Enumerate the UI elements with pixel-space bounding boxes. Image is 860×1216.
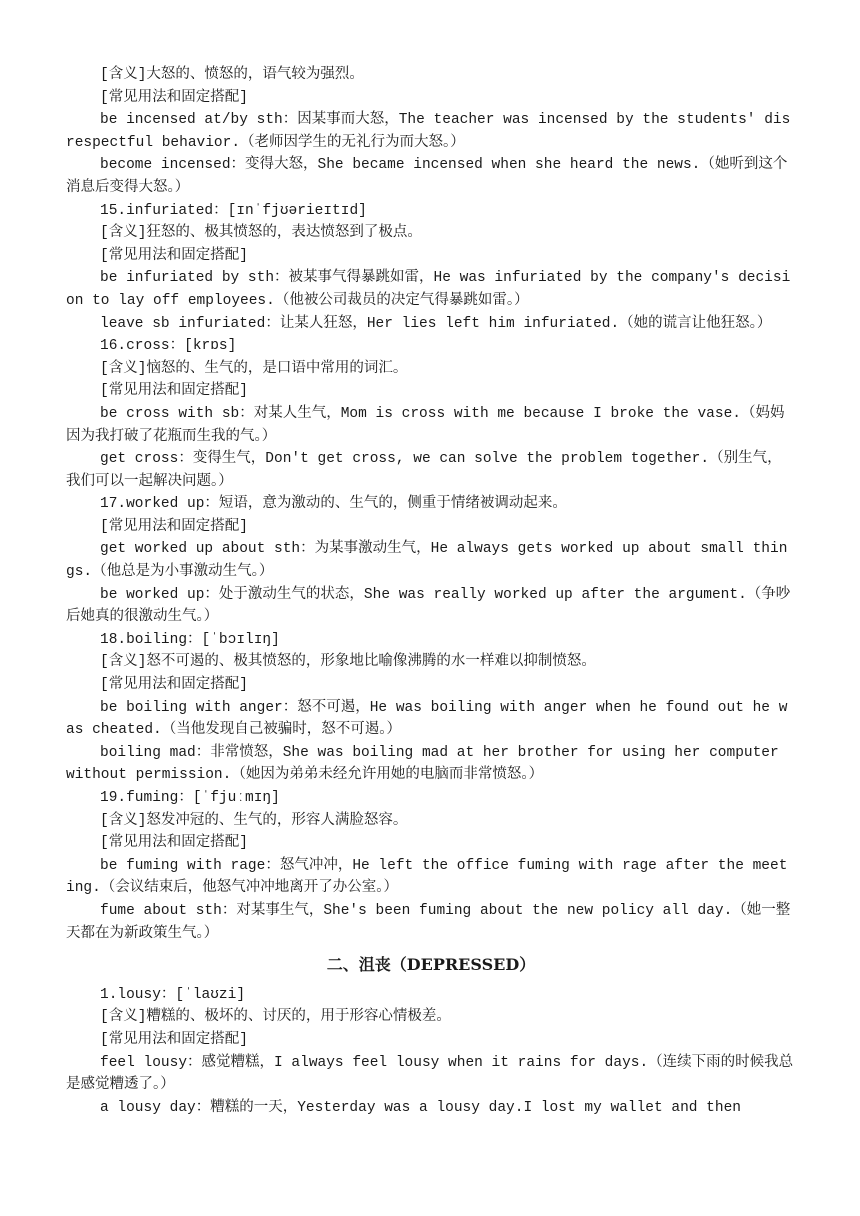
text-line: be infuriated by sth：被某事气得暴跳如雷，He was infuriated by the company's decision to lay off employees.（他被公司裁员的决定气得暴跳如雷。） [66,270,791,309]
text-line: feel lousy：感觉糟糕，I always feel lousy when it rains for days.（连续下雨的时候我总是感觉糟透了。） [66,1054,794,1094]
text-line: 19.fuming：[ˈfjuːmɪŋ] [100,790,280,806]
text-line: [含义]糟糕的、极坏的、讨厌的，用于形容心情极差。 [100,1009,451,1026]
text-line: [常见用法和固定搭配] [100,518,248,535]
text-line: be cross with sb：对某人生气，Mom is cross with me because I broke the vase.（妈妈因为我打破了花瓶而生我的气。） [66,405,785,445]
text-line: 1.lousy：[ˈlaʊzi] [100,986,246,1003]
entries-after-heading [66,984,796,1120]
text-line: [常见用法和固定搭配] [100,247,248,264]
text-line: be fuming with rage：怒气冲冲，He left the office fuming with rage after the meeting.（会议结束后，他怒气冲冲地离开了办公室。） [66,857,788,897]
text-line: be incensed at/by sth：因某事而大怒，The teacher was incensed by the students' disrespectful behavior.（老师因学生的无礼行为而大怒。） [66,112,791,151]
text-line: [含义]恼怒的、生气的，是口语中常用的词汇。 [100,360,408,377]
text-line: get cross：变得生气，Don't get cross, we can solve the problem together.（别生气，我们可以一起解决问题。） [66,451,782,490]
text-line: [常见用法和固定搭配] [100,835,248,852]
text-line: 18.boiling：[ˈbɔɪlɪŋ] [100,631,280,648]
text-line: [常见用法和固定搭配] [100,89,248,106]
text-line: [含义]狂怒的、极其愤怒的，表达愤怒到了极点。 [100,225,422,242]
text-line: become incensed：变得大怒，She became incensed when she heard the news.（她听到这个消息后变得大怒。） [66,157,788,196]
text-line: leave sb infuriated：让某人狂怒，Her lies left him infuriated.（她的谎言让他狂怒。） [100,315,772,332]
text-line: [含义]大怒的、愤怒的，语气较为强烈。 [100,67,364,83]
text-line: [含义]怒不可遏的、极其愤怒的，形象地比喻像沸腾的水一样难以抑制愤怒。 [100,654,596,671]
text-line: be boiling with anger：怒不可遏，He was boiling with anger when he found out he was cheated.（当他发现自己被骗时，怒不可遏。） [66,699,788,739]
document-page [66,64,796,1119]
text-line: be worked up：处于激动生气的状态，She was really worked up after the argument.（争吵后她真的很激动生气。） [66,586,791,626]
text-line: 15.infuriated：[ɪnˈfjʊərieɪtɪd] [100,202,367,219]
text-line: a lousy day：糟糕的一天，Yesterday was a lousy day.I lost my wallet and then [100,1099,741,1116]
text-line: 16.cross：[krɒs] [100,338,237,355]
text-line: [含义]怒发冲冠的、生气的，形容人满脸怒容。 [100,812,408,829]
text-line: [常见用法和固定搭配] [100,383,248,400]
text-line: [常见用法和固定搭配] [100,677,248,694]
text-line: fume about sth：对某事生气，She's been fuming about the new policy all day.（她一整天都在为新政策生气。） [66,902,791,942]
text-line: get worked up about sth：为某事激动生气，He always gets worked up about small things.（他总是为小事激动生气。） [66,541,788,581]
text-line: boiling mad：非常愤怒，She was boiling mad at her brother for using her computer without permission.（她因为弟弟未经允许用她的电脑而非常愤怒。） [66,744,788,784]
text-line: 17.worked up：短语，意为激动的、生气的，侧重于情绪被调动起来。 [100,496,567,513]
entries-before-heading [66,64,796,945]
section-heading: 二、沮丧（DEPRESSED） [326,955,536,975]
text-line: [常见用法和固定搭配] [100,1031,248,1048]
